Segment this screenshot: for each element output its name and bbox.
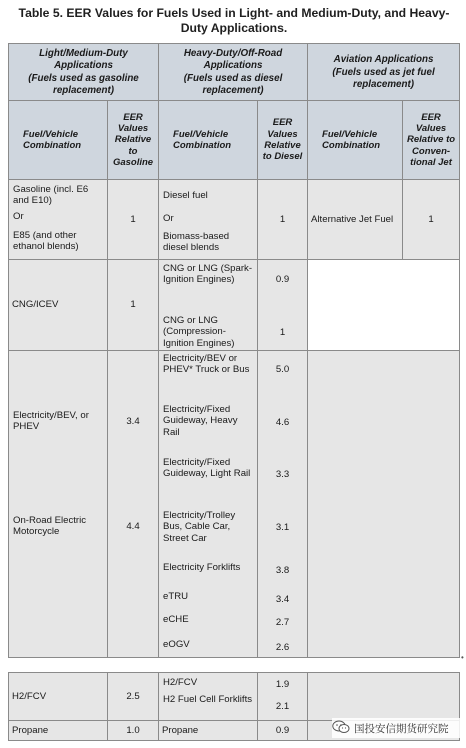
heavy-fuel-ev-truck: Electricity/BEV or PHEV* Truck or Bus [163, 353, 250, 376]
wechat-icon [332, 720, 350, 737]
group-light [9, 44, 159, 101]
heavy-eer-value: 2.7 [275, 617, 290, 628]
light-fuel-or: Or [13, 211, 24, 222]
table-title: Table 5. EER Values for Fuels Used in Light- and Medium-Duty, and Heavy-Duty Applications. [18, 6, 450, 35]
heavy-eer-value: 0.9 [275, 274, 290, 285]
heavy-fuel-h2-forklift: H2 Fuel Cell Forklifts [163, 694, 253, 705]
heavy-eer-value: 2.6 [275, 642, 290, 653]
light-eer-value: 1.0 [108, 721, 159, 741]
light-eer-value: 3.4 [126, 416, 140, 427]
heavy-fuel-cng-si: CNG or LNG (Spark-Ignition Engines) [163, 263, 253, 286]
col-av-eer: EER Values Relative to Conven-tional Jet [403, 101, 460, 180]
col-light-eer: EER Values Relative to Gasoline [108, 101, 159, 180]
light-fuel-motorcycle: On-Road Electric Motorcycle [13, 515, 87, 538]
heavy-fuel-heavy-rail: Electricity/Fixed Guideway, Heavy Rail [163, 404, 238, 438]
light-eer-value: 2.5 [108, 673, 159, 721]
heavy-eer-value: 3.1 [275, 522, 290, 533]
aviation-fuel: Alternative Jet Fuel [308, 180, 403, 260]
col-heavy-eer: EER Values Relative to Diesel [258, 101, 308, 180]
heavy-fuel-cell [159, 351, 258, 658]
table-row [9, 260, 460, 351]
heavy-fuel-eche: eCHE [163, 614, 189, 625]
heavy-eer-cell [258, 673, 308, 721]
heavy-eer-value: 1 [279, 327, 286, 338]
heavy-fuel-diesel: Diesel fuel [163, 190, 208, 201]
heavy-eer-value: 0.9 [258, 721, 308, 741]
heavy-eer-value: 3.4 [275, 594, 290, 605]
group-aviation-sub: (Fuels used as jet fuel replacement) [332, 66, 435, 90]
light-fuel-gasoline: Gasoline (incl. E6 and E10) [13, 184, 89, 207]
heavy-eer-value: 5.0 [275, 364, 290, 375]
heavy-fuel-light-rail: Electricity/Fixed Guideway, Light Rail [163, 457, 251, 480]
column-header-row [9, 101, 460, 180]
group-aviation [308, 44, 460, 101]
heavy-eer-cell [258, 351, 308, 658]
table-row [9, 351, 460, 658]
group-heavy-name: Heavy-Duty/Off-Road Applications [183, 47, 283, 71]
light-fuel-propane: Propane [9, 721, 108, 741]
light-eer-value: 1 [108, 260, 159, 351]
col-light-combo: Fuel/Vehicle Combination [9, 101, 108, 180]
page-mark: • [461, 653, 464, 662]
heavy-fuel-cell [159, 673, 258, 721]
light-eer-value: 4.4 [126, 521, 140, 532]
group-heavy [159, 44, 308, 101]
heavy-eer-value: 4.6 [275, 417, 290, 428]
heavy-eer-value: 1.9 [275, 679, 290, 690]
light-fuel-cell [9, 180, 108, 260]
aviation-empty-cell [308, 260, 460, 351]
group-heavy-sub: (Fuels used as diesel replacement) [183, 72, 283, 96]
col-heavy-combo: Fuel/Vehicle Combination [159, 101, 258, 180]
table-row [9, 673, 460, 721]
col-av-combo: Fuel/Vehicle Combination [308, 101, 403, 180]
heavy-fuel-cng-ci: CNG or LNG (Compression-Ignition Engines) [163, 315, 235, 349]
heavy-fuel-forklifts: Electricity Forklifts [163, 562, 241, 573]
light-eer-cell [108, 351, 159, 658]
heavy-eer-value: 3.3 [275, 469, 290, 480]
heavy-eer-value: 2.1 [275, 701, 290, 712]
watermark [332, 718, 460, 738]
group-light-sub: (Fuels used as gasoline replacement) [28, 72, 139, 96]
light-fuel-cng: CNG/ICEV [9, 260, 108, 351]
heavy-fuel-biomass: Biomass-based diesel blends [163, 231, 230, 254]
light-fuel-h2: H2/FCV [9, 673, 108, 721]
heavy-fuel-or: Or [163, 213, 174, 224]
heavy-fuel-eogv: eOGV [163, 639, 190, 650]
light-fuel-ev: Electricity/BEV, or PHEV [13, 410, 89, 433]
aviation-eer-value: 1 [403, 180, 460, 260]
heavy-fuel-cell [159, 180, 258, 260]
heavy-eer-value: 1 [258, 180, 308, 260]
light-fuel-cell [9, 351, 108, 658]
heavy-fuel-propane: Propane [159, 721, 258, 741]
light-eer-value: 1 [108, 180, 159, 260]
group-header-row [9, 44, 460, 101]
group-light-name: Light/Medium-Duty Applications [39, 47, 128, 71]
heavy-eer-cell [258, 260, 308, 351]
heavy-fuel-cell [159, 260, 258, 351]
eer-table [8, 43, 460, 658]
heavy-fuel-trolley: Electricity/Trolley Bus, Cable Car, Street Car [163, 510, 236, 544]
table-row [9, 180, 460, 260]
watermark-text: 国投安信期货研究院 [354, 722, 449, 735]
heavy-fuel-etru: eTRU [163, 591, 189, 602]
heavy-eer-value: 3.8 [275, 565, 290, 576]
aviation-empty-cell [308, 351, 460, 658]
group-aviation-name: Aviation Applications [333, 53, 434, 65]
heavy-fuel-h2: H2/FCV [163, 677, 198, 688]
aviation-empty-cell [308, 673, 460, 721]
light-fuel-e85: E85 (and other ethanol blends) [13, 230, 79, 253]
